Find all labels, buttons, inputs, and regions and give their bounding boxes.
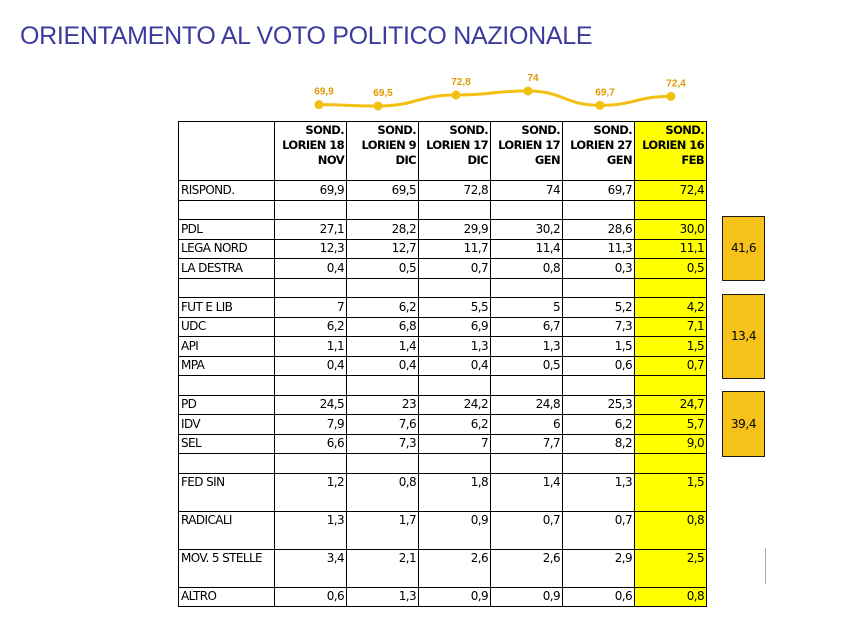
poll-header-line: SOND. xyxy=(449,123,488,137)
poll-header-line: SOND. xyxy=(665,123,704,137)
value-cell: 1,3 xyxy=(491,337,563,357)
coalition-total-box: 41,6 xyxy=(722,216,765,282)
value-cell: 0,4 xyxy=(347,356,419,376)
value-cell xyxy=(419,568,491,587)
value-cell xyxy=(347,492,419,511)
value-cell: 30,2 xyxy=(491,220,563,240)
poll-header-line: SOND. xyxy=(593,123,632,137)
value-cell: 0,6 xyxy=(563,356,635,376)
table-row xyxy=(179,181,707,201)
value-cell: 7,3 xyxy=(347,434,419,454)
value-cell xyxy=(635,454,707,474)
table-row xyxy=(179,239,707,259)
value-cell: 0,7 xyxy=(635,356,707,376)
trend-point xyxy=(667,92,676,101)
value-cell xyxy=(347,568,419,587)
party-label: UDC xyxy=(179,317,275,337)
value-cell xyxy=(563,568,635,587)
value-cell: 1,1 xyxy=(275,337,347,357)
value-cell: 0,8 xyxy=(635,587,707,607)
spacer-row xyxy=(179,568,707,587)
poll-header-line: DIC xyxy=(395,153,416,167)
value-cell: 0,9 xyxy=(419,587,491,607)
party-label: FED SIN xyxy=(179,473,275,492)
value-cell: 23 xyxy=(347,395,419,415)
value-cell: 72,4 xyxy=(635,181,707,201)
trend-point xyxy=(452,91,461,100)
value-cell: 2,1 xyxy=(347,549,419,568)
value-cell xyxy=(419,454,491,474)
value-cell: 2,5 xyxy=(635,549,707,568)
party-label: LEGA NORD xyxy=(179,239,275,259)
value-cell: 0,4 xyxy=(419,356,491,376)
trend-point xyxy=(374,102,383,111)
value-cell xyxy=(563,278,635,298)
poll-header-line: LORIEN 17 xyxy=(498,138,560,152)
value-cell: 11,4 xyxy=(491,239,563,259)
header-row xyxy=(179,122,707,181)
value-cell xyxy=(635,376,707,396)
poll-header-line: LORIEN 16 xyxy=(642,138,704,152)
value-cell: 1,2 xyxy=(275,473,347,492)
value-cell: 0,9 xyxy=(491,587,563,607)
value-cell: 0,8 xyxy=(347,473,419,492)
value-cell xyxy=(563,200,635,220)
value-cell: 12,7 xyxy=(347,239,419,259)
value-cell xyxy=(275,492,347,511)
poll-table-body xyxy=(179,181,707,607)
value-cell: 74 xyxy=(491,181,563,201)
party-label: IDV xyxy=(179,415,275,435)
value-cell: 0,7 xyxy=(563,511,635,530)
value-cell: 7,6 xyxy=(347,415,419,435)
spacer-row xyxy=(179,376,707,396)
poll-header-line: SOND. xyxy=(521,123,560,137)
table-row xyxy=(179,337,707,357)
value-cell: 0,4 xyxy=(275,356,347,376)
value-cell: 1,3 xyxy=(275,511,347,530)
value-cell: 6 xyxy=(491,415,563,435)
value-cell xyxy=(563,492,635,511)
table-row xyxy=(179,317,707,337)
value-cell xyxy=(491,492,563,511)
value-cell: 0,4 xyxy=(275,259,347,279)
value-cell: 6,9 xyxy=(419,317,491,337)
poll-header-line: NOV xyxy=(317,153,344,167)
value-cell: 0,6 xyxy=(275,587,347,607)
value-cell: 5,7 xyxy=(635,415,707,435)
party-label: LA DESTRA xyxy=(179,259,275,279)
table-row xyxy=(179,434,707,454)
spacer-row xyxy=(179,200,707,220)
value-cell: 24,5 xyxy=(275,395,347,415)
value-cell xyxy=(491,454,563,474)
poll-header-line: DIC xyxy=(467,153,488,167)
value-cell: 29,9 xyxy=(419,220,491,240)
party-label xyxy=(179,492,275,511)
table-row xyxy=(179,473,707,492)
value-cell: 1,3 xyxy=(347,587,419,607)
table-row xyxy=(179,259,707,279)
value-cell: 5,5 xyxy=(419,298,491,318)
value-cell xyxy=(347,200,419,220)
value-cell: 6,2 xyxy=(347,298,419,318)
value-cell: 27,1 xyxy=(275,220,347,240)
value-cell xyxy=(563,454,635,474)
party-label: MOV. 5 STELLE xyxy=(179,549,275,568)
table-row xyxy=(179,415,707,435)
value-cell: 25,3 xyxy=(563,395,635,415)
value-cell xyxy=(491,278,563,298)
value-cell: 24,7 xyxy=(635,395,707,415)
poll-header-line: LORIEN 27 xyxy=(570,138,632,152)
trend-labels xyxy=(314,73,686,99)
table-row xyxy=(179,395,707,415)
trend-line xyxy=(319,91,671,106)
value-cell: 1,5 xyxy=(635,473,707,492)
value-cell: 11,7 xyxy=(419,239,491,259)
poll-header-line: LORIEN 18 xyxy=(282,138,344,152)
table-row xyxy=(179,356,707,376)
value-cell: 69,9 xyxy=(275,181,347,201)
value-cell: 6,8 xyxy=(347,317,419,337)
value-cell xyxy=(275,530,347,549)
spacer-row xyxy=(179,530,707,549)
party-label: PD xyxy=(179,395,275,415)
party-label xyxy=(179,376,275,396)
value-cell: 6,2 xyxy=(419,415,491,435)
value-cell: 2,6 xyxy=(491,549,563,568)
value-cell xyxy=(275,278,347,298)
value-cell xyxy=(635,568,707,587)
value-cell: 7,7 xyxy=(491,434,563,454)
value-cell: 6,2 xyxy=(275,317,347,337)
trend-point xyxy=(315,100,324,109)
value-cell xyxy=(563,530,635,549)
value-cell: 0,7 xyxy=(419,259,491,279)
party-label: API xyxy=(179,337,275,357)
trend-value-label: 72,8 xyxy=(451,77,471,88)
poll-header xyxy=(563,122,635,181)
poll-header-line: FEB xyxy=(681,153,704,167)
party-label: SEL xyxy=(179,434,275,454)
value-cell xyxy=(635,530,707,549)
value-cell xyxy=(563,376,635,396)
value-cell xyxy=(419,376,491,396)
value-cell xyxy=(491,568,563,587)
value-cell: 5 xyxy=(491,298,563,318)
value-cell: 1,3 xyxy=(563,473,635,492)
poll-header xyxy=(491,122,563,181)
value-cell: 1,4 xyxy=(347,337,419,357)
party-label: RISPOND. xyxy=(179,181,275,201)
value-cell: 0,6 xyxy=(563,587,635,607)
value-cell xyxy=(491,530,563,549)
value-cell: 0,8 xyxy=(491,259,563,279)
value-cell: 30,0 xyxy=(635,220,707,240)
party-label xyxy=(179,200,275,220)
value-cell xyxy=(635,200,707,220)
poll-header-line: LORIEN 17 xyxy=(426,138,488,152)
coalition-total-box: 13,4 xyxy=(722,294,765,379)
poll-table xyxy=(178,121,707,607)
value-cell: 11,1 xyxy=(635,239,707,259)
value-cell: 1,3 xyxy=(419,337,491,357)
value-cell: 0,5 xyxy=(635,259,707,279)
value-cell xyxy=(347,454,419,474)
value-cell: 6,7 xyxy=(491,317,563,337)
value-cell: 12,3 xyxy=(275,239,347,259)
poll-header-line: SOND. xyxy=(377,123,416,137)
value-cell: 0,5 xyxy=(491,356,563,376)
value-cell xyxy=(635,278,707,298)
value-cell: 4,2 xyxy=(635,298,707,318)
value-cell: 6,6 xyxy=(275,434,347,454)
value-cell: 1,4 xyxy=(491,473,563,492)
table-row xyxy=(179,298,707,318)
value-cell: 11,3 xyxy=(563,239,635,259)
value-cell: 3,4 xyxy=(275,549,347,568)
value-cell: 6,2 xyxy=(563,415,635,435)
value-cell: 7,3 xyxy=(563,317,635,337)
trend-point xyxy=(524,87,533,96)
party-label xyxy=(179,530,275,549)
value-cell: 1,5 xyxy=(563,337,635,357)
value-cell xyxy=(635,492,707,511)
trend-point xyxy=(596,101,605,110)
party-label: FUT E LIB xyxy=(179,298,275,318)
value-cell xyxy=(275,200,347,220)
value-cell: 7 xyxy=(419,434,491,454)
trend-value-label: 74 xyxy=(527,73,539,84)
table-row xyxy=(179,587,707,607)
value-cell: 0,8 xyxy=(635,511,707,530)
trend-value-label: 69,7 xyxy=(595,87,615,99)
poll-header-line: LORIEN 9 xyxy=(361,138,416,152)
party-label xyxy=(179,568,275,587)
value-cell: 7,9 xyxy=(275,415,347,435)
value-cell: 69,7 xyxy=(563,181,635,201)
poll-header xyxy=(275,122,347,181)
spacer-row xyxy=(179,454,707,474)
value-cell: 69,5 xyxy=(347,181,419,201)
value-cell: 0,9 xyxy=(419,511,491,530)
poll-header-line: GEN xyxy=(606,153,632,167)
poll-header-latest xyxy=(635,122,707,181)
table-row xyxy=(179,220,707,240)
value-cell: 24,2 xyxy=(419,395,491,415)
divider-line xyxy=(765,548,766,584)
poll-header-line: GEN xyxy=(534,153,560,167)
value-cell: 1,8 xyxy=(419,473,491,492)
value-cell xyxy=(275,568,347,587)
value-cell: 9,0 xyxy=(635,434,707,454)
value-cell xyxy=(419,530,491,549)
party-label: MPA xyxy=(179,356,275,376)
value-cell: 8,2 xyxy=(563,434,635,454)
poll-header-line: SOND. xyxy=(305,123,344,137)
table-row xyxy=(179,549,707,568)
party-label xyxy=(179,278,275,298)
poll-header xyxy=(419,122,491,181)
value-cell: 28,2 xyxy=(347,220,419,240)
value-cell: 7 xyxy=(275,298,347,318)
value-cell xyxy=(347,278,419,298)
value-cell xyxy=(419,278,491,298)
value-cell xyxy=(347,530,419,549)
trend-value-label: 69,5 xyxy=(373,88,393,99)
turnout-trend-chart xyxy=(0,0,858,120)
value-cell: 2,6 xyxy=(419,549,491,568)
poll-header xyxy=(347,122,419,181)
value-cell xyxy=(275,376,347,396)
value-cell xyxy=(347,376,419,396)
value-cell: 7,1 xyxy=(635,317,707,337)
value-cell: 24,8 xyxy=(491,395,563,415)
value-cell: 28,6 xyxy=(563,220,635,240)
party-label: RADICALI xyxy=(179,511,275,530)
party-label xyxy=(179,454,275,474)
value-cell: 1,5 xyxy=(635,337,707,357)
value-cell: 1,7 xyxy=(347,511,419,530)
value-cell xyxy=(419,492,491,511)
trend-value-label: 69,9 xyxy=(314,86,334,98)
value-cell: 2,9 xyxy=(563,549,635,568)
page-title: ORIENTAMENTO AL VOTO POLITICO NAZIONALE xyxy=(20,22,593,50)
table-row xyxy=(179,511,707,530)
value-cell: 0,7 xyxy=(491,511,563,530)
spacer-row xyxy=(179,492,707,511)
value-cell xyxy=(491,376,563,396)
party-label: ALTRO xyxy=(179,587,275,607)
spacer-row xyxy=(179,278,707,298)
value-cell: 0,3 xyxy=(563,259,635,279)
header-corner xyxy=(179,122,275,181)
value-cell: 5,2 xyxy=(563,298,635,318)
trend-value-label: 72,4 xyxy=(666,78,686,90)
coalition-total-box: 39,4 xyxy=(722,391,765,457)
value-cell xyxy=(275,454,347,474)
value-cell xyxy=(491,200,563,220)
value-cell xyxy=(419,200,491,220)
party-label: PDL xyxy=(179,220,275,240)
value-cell: 72,8 xyxy=(419,181,491,201)
value-cell: 0,5 xyxy=(347,259,419,279)
